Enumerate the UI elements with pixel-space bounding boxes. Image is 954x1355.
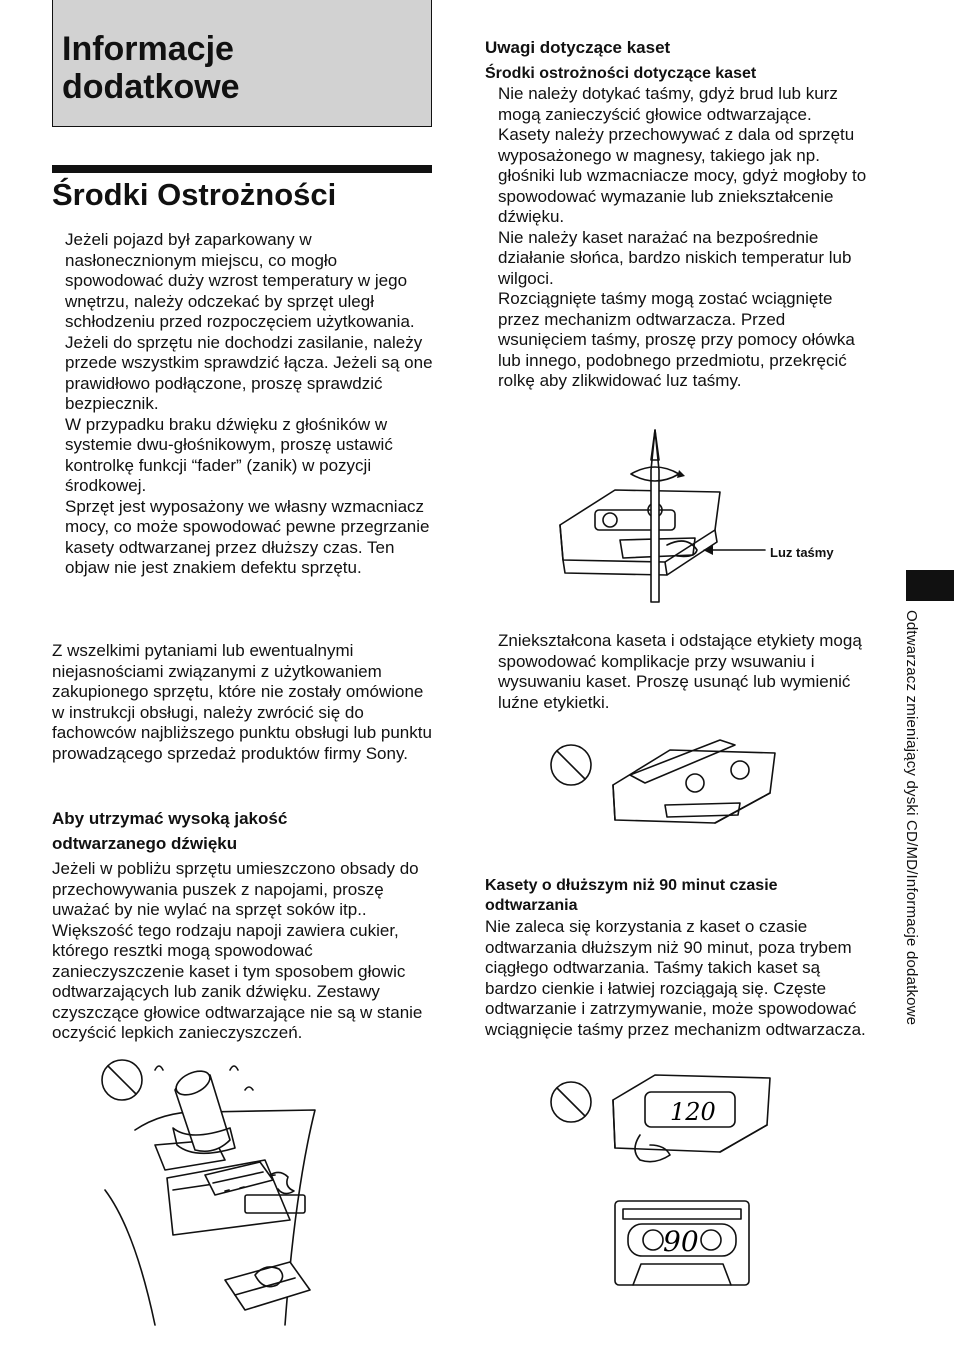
deformed-cassette-text: Zniekształcona kaseta i odstające etykiety mogą spowodować komplikacje przy wsuwaniu i wysuwaniu kaset. Proszę usunąć lub wymienić luźne etykietki.: [498, 631, 862, 712]
precaution-item: Jeżeli pojazd był zaparkowany w nasłonecznionym miejscu, co mogło spowodować duży wzrost temperatury w jego wnętrzu, należy odczekać by sprzęt uległ schłodzeniu przed rozpoczęciem użytkowania.: [65, 230, 415, 331]
tape-slack-label: Luz taśmy: [770, 545, 834, 560]
precautions-list: [65, 230, 435, 579]
spilled-drink-illustration: [95, 1050, 415, 1325]
sound-quality-heading: Aby utrzymać wysoką jakość odtwarzanego dźwięku: [52, 809, 288, 853]
cassettes-heading: Uwagi dotyczące kaset: [485, 38, 671, 57]
precaution-item: Sprzęt jest wyposażony we własny wzmacniacz mocy, co może spowodować pewne przegrzanie kasety odtwarzanej przez dłuższy czas. Ten objaw nie jest znakiem defektu sprzętu.: [65, 496, 430, 577]
tape-slack-illustration: [555, 430, 855, 605]
precaution-item: W przypadku braku dźwięku z głośników w systemie dwu-głośnikowym, proszę ustawić kontrolkę funkcji “fader” (zanik) w pozycji środkowej.: [65, 414, 393, 495]
deformed-cassette-illustration: [545, 735, 785, 830]
cassette-120-label: 120: [670, 1098, 716, 1126]
page-title: Informacje dodatkowe: [62, 30, 240, 106]
cassette-item: Kasety należy przechowywać z dala od sprzętu wyposażonego w magnesy, takiego jak np. głośniki lub wzmacniacze mocy, gdyż mogłoby to spowodować wymazanie lub zniekształcenie dźwięku.: [498, 125, 867, 226]
long-cassette-text: Nie zaleca się korzystania z kaset o czasie odtwarzania dłuższym niż 90 minut, poza trybem ciągłego odtwarzania. Taśmy takich kaset są bardzo cienkie i łatwiej rozciągają się. Częste odtwarzanie i zatrzymywanie, może spowodować wciągnięcie taśmy przez mechanizm odtwarzacza.: [485, 917, 866, 1039]
cassette-item: Nie należy kaset narażać na bezpośrednie działanie słońca, bardzo niskich temperatur lub wilgoci.: [498, 227, 852, 288]
precaution-item: Jeżeli do sprzętu nie dochodzi zasilanie, należy przede wszystkim sprawdzić łącza. Jeżeli są one prawidłowo podłączone, proszę sprawdzić bezpiecznik.: [65, 332, 433, 413]
cassette-90-illustration: [613, 1199, 753, 1289]
cassette-precautions-list: [498, 84, 868, 392]
header-box: [52, 0, 432, 127]
cassettes-subheading: Środki ostrożności dotyczące kaset: [485, 65, 757, 82]
cassette-90-label: 90: [663, 1225, 699, 1258]
long-cassette-heading: Kasety o dłuższym niż 90 minut czasie odtwarzania: [485, 877, 778, 914]
cassette-item: Nie należy dotykać taśmy, gdyż brud lub kurz mogą zanieczyścić głowice odtwarzające.: [498, 84, 838, 124]
side-tab-marker: [906, 570, 954, 601]
sound-quality-text: Jeżeli w pobliżu sprzętu umieszczono obsady do przechowywania puszek z napojami, proszę uważać by nie wylać na sprzęt soków itp.. Większość tego rodzaju napoji zawiera cukier, którego resztki mogą spowodować zanieczyszczenie kaset i tym sposobem głowic odtwarzających lub zanik dźwięku. Zestawy czyszczące głowice odtwarzające nie są w stanie oczyścić lepkich zanieczyszczeń.: [52, 859, 423, 1042]
contact-text: Z wszelkimi pytaniami lub ewentualnymi niejasnościami związanymi z użytkowaniem zakupionego sprzętu, które nie zostały omówione w instrukcji obsługi, należy zwrócić się do fachowców najbliższego punktu obsługi lub punktu prowadzącego sprzedaż produktów firmy Sony.: [52, 641, 432, 763]
side-tab-text: Odtwarzacz zmieniający dyski CD/MD/Informacje dodatkowe: [903, 610, 920, 1026]
cassette-120-illustration: [545, 1070, 785, 1170]
section-rule: [52, 165, 432, 173]
section-title: Środki Ostrożności: [52, 177, 337, 212]
cassette-item: Rozciągnięte taśmy mogą zostać wciągnięte przez mechanizm odtwarzacza. Przed wsunięciem taśmy, proszę przy pomocy ołówka lub innego, podobnego przedmiotu, przekręcić rolkę aby zlikwidować luz taśmy.: [498, 289, 855, 390]
